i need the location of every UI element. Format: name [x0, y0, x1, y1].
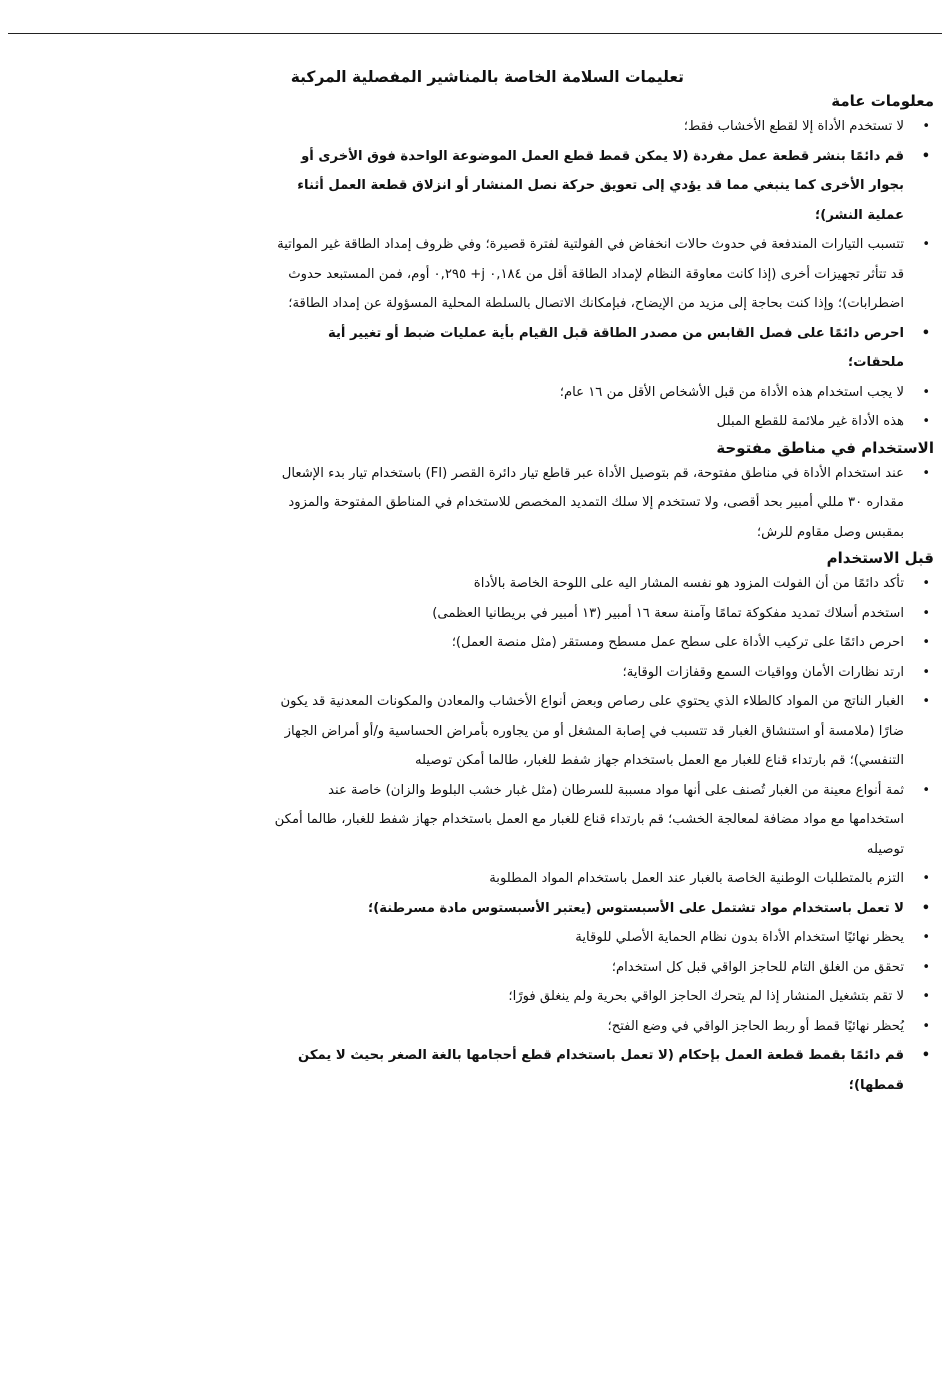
section-heading-outdoor: الاستخدام في مناطق مفتوحة	[716, 438, 934, 457]
section-heading-before-use: قبل الاستخدام	[826, 549, 934, 567]
document-page	[270, 64, 934, 1100]
list-item: • احرص دائمًا على فصل القابس من مصدر الطاقة قبل القيام بأية عمليات ضبط أو تغيير أية ملحقات؛	[270, 319, 934, 378]
list-item: • ثمة أنواع معينة من الغبار تُصنف على أنها مواد مسببة للسرطان (مثل غبار خشب البلوط والزان) خاصة عند استخدامها مع مواد مضافة لمعالجة الخشب؛ قم بارتداء قناع للغبار مع العمل باستخدام جهاز شفط للغبار، طالما أمكن توصيله	[270, 776, 934, 865]
list-item: • تتسبب التيارات المندفعة في حدوث حالات انخفاض في الفولتية لفترة قصيرة؛ وفي ظروف إمداد الطاقة غير المواتية قد تتأثر تجهيزات أخرى (إذا كانت معاوقة النظام لإمداد الطاقة أقل من ٠,١٨٤ j+ ٠,٢٩٥ أوم، فمن المستبعد حدوث اضطرابات)؛ وإذا كنت بحاجة إلى مزيد من الإيضاح، فبإمكانك الاتصال بالسلطة المحلية المسؤولة عن إمداد الطاقة؛	[270, 230, 934, 319]
list-item: • لا تستخدم الأداة إلا لقطع الأخشاب فقط؛	[270, 112, 934, 142]
list-item: • يحظر نهائيًا استخدام الأداة بدون نظام الحماية الأصلي للوقاية	[270, 923, 934, 953]
list-item: • هذه الأداة غير ملائمة للقطع المبلل	[270, 407, 934, 437]
list-item: • لا تعمل باستخدام مواد تشتمل على الأسبستوس (يعتبر الأسبستوس مادة مسرطنة)؛	[270, 894, 934, 924]
top-rule	[8, 33, 942, 34]
general-list	[270, 112, 934, 437]
section-before-use	[270, 547, 934, 1100]
list-item: • الغبار الناتج من المواد كالطلاء الذي يحتوي على رصاص وبعض أنواع الأخشاب والمعادن والمكونات المعدنية قد يكون ضارًا (ملامسة أو استنشاق الغبار قد تتسبب في إصابة المشغل أو من يجاوره بأمراض الحساسية و/أو أمراض الجهاز التنفسي)؛ قم بارتداء قناع للغبار مع العمل باستخدام جهاز شفط للغبار، طالما أمكن توصيله	[270, 687, 934, 776]
list-item: • احرص دائمًا على تركيب الأداة على سطح عمل مسطح ومستقر (مثل منصة العمل)؛	[270, 628, 934, 658]
list-item: • لا تقم بتشغيل المنشار إذا لم يتحرك الحاجز الواقي بحرية ولم ينغلق فورًا؛	[270, 982, 934, 1012]
section-outdoor-use	[270, 437, 934, 548]
outdoor-list	[270, 459, 934, 548]
before-use-list	[270, 569, 934, 1100]
list-item: • قم دائمًا بقمط قطعة العمل بإحكام (لا تعمل باستخدام قطع أحجامها بالغة الصغر بحيث لا يمكن قمطها)؛	[270, 1041, 934, 1100]
list-item: • عند استخدام الأداة في مناطق مفتوحة، قم بتوصيل الأداة عبر قاطع تيار دائرة القصر (FI) باستخدام تيار بدء الإشعال مقداره ٣٠ مللي أمبير بحد أقصى، ولا تستخدم إلا سلك التمديد المخصص للاستخدام في المناطق المفتوحة والمزود بمقبس وصل مقاوم للرش؛	[270, 459, 934, 548]
document-title: تعليمات السلامة الخاصة بالمناشير المفصلية المركبة	[290, 68, 684, 86]
list-item: • يُحظر نهائيًا قمط أو ربط الحاجز الواقي في وضع الفتح؛	[270, 1012, 934, 1042]
section-general-information	[270, 90, 934, 437]
list-item: • ارتد نظارات الأمان وواقيات السمع وقفازات الوقاية؛	[270, 658, 934, 688]
list-item: • استخدم أسلاك تمديد مفكوكة تمامًا وآمنة سعة ١٦ أمبير (١٣ أمبير في بريطانيا العظمى)	[270, 599, 934, 629]
list-item: • تحقق من الغلق التام للحاجز الواقي قبل كل استخدام؛	[270, 953, 934, 983]
list-item: • قم دائمًا بنشر قطعة عمل مفردة (لا يمكن قمط قطع العمل الموضوعة الواحدة فوق الأخرى أو بجوار الأخرى كما ينبغي مما قد يؤدي إلى تعويق حركة نصل المنشار أو انزلاق قطعة العمل أثناء عملية النشر)؛	[270, 142, 934, 231]
list-item: • تأكد دائمًا من أن الفولت المزود هو نفسه المشار اليه على اللوحة الخاصة بالأداة	[270, 569, 934, 599]
list-item: • لا يجب استخدام هذه الأداة من قبل الأشخاص الأقل من ١٦ عام؛	[270, 378, 934, 408]
section-heading-general: معلومات عامة	[831, 92, 934, 110]
list-item: • التزم بالمتطلبات الوطنية الخاصة بالغبار عند العمل باستخدام المواد المطلوبة	[270, 864, 934, 894]
